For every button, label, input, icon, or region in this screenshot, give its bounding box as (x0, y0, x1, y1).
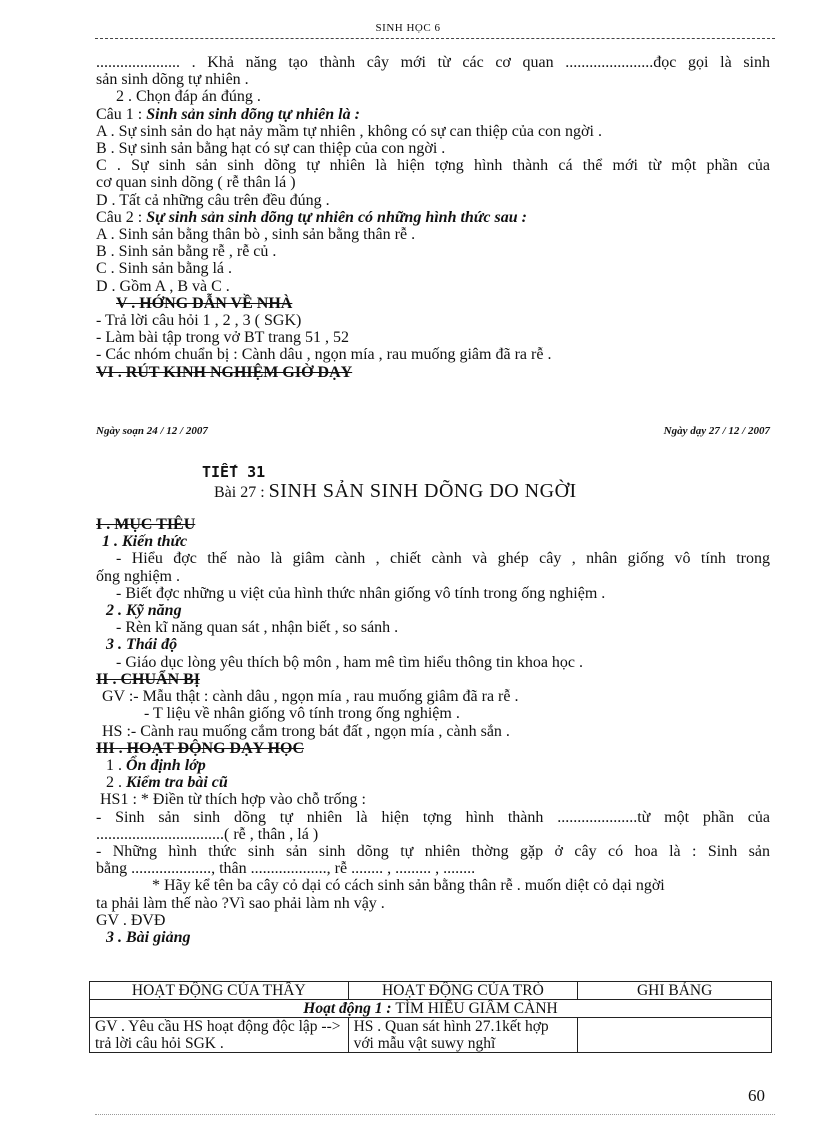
question-label: Câu 1 : (96, 105, 147, 123)
text-line: HS :- Cành rau muống cắm trong bát đất , ngọn mía , cành sắn . (102, 722, 510, 740)
text-line: ................................( rễ , thân , lá ) (96, 825, 319, 843)
text-line: cơ quan sinh dõng ( rễ thân lá ) (96, 174, 296, 192)
answer-option: B . Sự sinh sản bằng hạt có sự can thiệp của con ngời . (96, 140, 446, 158)
header-rule (95, 38, 775, 39)
text-line: - Rèn kĩ năng quan sát , nhận biết , so sánh . (116, 619, 399, 637)
date-prepared: Ngày soạn 24 / 12 / 2007 (96, 424, 208, 437)
lesson-title-text: SINH SẢN SINH DÕNG DO NGỜI (268, 480, 577, 503)
text-line: - Sinh sản sinh dõng tự nhiên là hiện tợng hình thành ....................từ một phần của (96, 808, 770, 826)
step-title: Ổn định lớp (126, 756, 206, 774)
page-number: 60 (748, 1086, 765, 1105)
activity-table (89, 981, 772, 1053)
board-cell (578, 1018, 772, 1053)
table-row (90, 1018, 772, 1053)
table-header-row (90, 982, 772, 1000)
activity-heading (90, 1000, 772, 1018)
running-header: SINH HỌC 6 (375, 22, 441, 34)
subheading: 2 . Kỹ năng (106, 602, 182, 620)
section-heading: I . MỤC TIÊU (96, 516, 196, 534)
answer-option: B . Sinh sản bằng rễ , rễ củ . (96, 243, 277, 261)
text-line: bằng ...................., thân ..................., rễ ........ , ......... , ........ (96, 860, 476, 878)
text-line: 2 . Chọn đáp án đúng . (116, 88, 261, 106)
text-line: GV . ĐVĐ (96, 911, 166, 929)
subheading (96, 757, 770, 774)
answer-option: A . Sự sinh sản do hạt nảy mầm tự nhiên , không có sự can thiệp của con ngời . (96, 122, 602, 140)
text-line: - Hiểu đợc thế nào là giâm cành , chiết cành và ghép cây , nhân giống vô tính trong (116, 550, 770, 568)
document-body (96, 54, 770, 946)
lesson-number: TIẾT 31 (202, 463, 266, 482)
lesson-dates (96, 423, 770, 440)
text-line: ta phải làm thế nào ?Vì sao phải làm nh vậy . (96, 894, 385, 912)
answer-option: C . Sinh sản bằng lá . (96, 260, 232, 278)
question-label: Câu 2 : (96, 208, 147, 226)
step-number: 1 . (106, 756, 126, 774)
student-cell: HS . Quan sát hình 27.1kết hợp với mẫu vật suwy nghĩ (348, 1018, 578, 1053)
step-title: Kiểm tra bài cũ (126, 774, 228, 792)
subheading: 3 . Bài giảng (106, 928, 191, 946)
teacher-cell: GV . Yêu cầu HS hoạt động độc lập --> trả lời câu hỏi SGK . (90, 1018, 349, 1053)
column-header: HOẠT ĐỘNG CỦA TRÒ (348, 982, 578, 1000)
text-line: sản sinh dõng tự nhiên . (96, 71, 249, 89)
text-line: - Biết đợc những u việt của hình thức nhân giống vô tính trong ống nghiệm . (116, 584, 606, 602)
lesson-title (96, 480, 770, 504)
text-line: - T liệu về nhân giống vô tính trong ống nghiệm . (144, 705, 460, 723)
activity-label: Hoạt động 1 : (303, 1000, 396, 1017)
text-line: GV :- Mẫu thật : cành dâu , ngọn mía , rau muống giâm đã ra rễ . (102, 688, 519, 706)
subheading: 1 . Kiến thức (102, 533, 188, 551)
section-heading: III . HOẠT ĐỘNG DẠY HỌC (96, 739, 305, 757)
answer-option: C . Sự sinh sản sinh dõng tự nhiên là hiện tợng hình thành cá thể mới từ một phần của (96, 157, 770, 175)
answer-option: D . Tất cả những câu trên đều đúng . (96, 191, 330, 209)
text-line: - Làm bài tập trong vở BT trang 51 , 52 (96, 329, 350, 347)
lesson-label: Bài 27 : (214, 484, 269, 502)
answer-option: A . Sinh sản bằng thân bò , sinh sản bằng thân rễ . (96, 226, 416, 244)
step-number: 2 . (106, 774, 126, 792)
footer-rule (95, 1114, 775, 1115)
activity-title: TÌM HIỂU GIÂM CÀNH (395, 1000, 558, 1017)
question-1 (96, 106, 770, 123)
text-line: * Hãy kể tên ba cây cỏ dại có cách sinh sản bằng thân rễ . muốn diệt cỏ dại ngời (152, 877, 665, 895)
question-2 (96, 209, 770, 226)
text-line: ống nghiệm . (96, 567, 180, 585)
text-line: - Các nhóm chuẩn bị : Cành dâu , ngọn mía , rau muống giâm đã ra rễ . (96, 346, 552, 364)
subheading (96, 774, 770, 791)
activity-heading-row (90, 1000, 772, 1018)
date-taught: Ngày dạy 27 / 12 / 2007 (663, 424, 770, 437)
text-line: ..................... . Khả năng tạo thành cây mới từ các cơ quan ......................đọc gọi là sinh (96, 54, 770, 71)
text-line: - Trả lời câu hỏi 1 , 2 , 3 ( SGK) (96, 312, 302, 330)
section-heading: II . CHUẨN BỊ (96, 670, 201, 688)
column-header: HOẠT ĐỘNG CỦA THẦY (90, 982, 349, 1000)
question-text: Sinh sản sinh dõng tự nhiên là : (146, 105, 360, 123)
question-text: Sự sinh sản sinh dõng tự nhiên có những hình thức sau : (146, 208, 527, 226)
text-line: - Giáo dục lòng yêu thích bộ môn , ham mê tìm hiểu thông tin khoa học . (116, 653, 584, 671)
section-heading: V . HỚNG DẪN VỀ NHÀ (116, 294, 293, 312)
text-line: - Những hình thức sinh sản sinh dõng tự nhiên thờng gặp ở cây có hoa là : Sinh sản (96, 842, 770, 860)
subheading: 3 . Thái độ (106, 636, 178, 654)
answer-option: D . Gồm A , B và C . (96, 277, 230, 295)
text-line: HS1 : * Điền từ thích hợp vào chỗ trống : (100, 791, 366, 809)
column-header: GHI BẢNG (578, 982, 772, 1000)
section-heading: VI . RÚT KINH NGHIỆM GIỜ DẠY (96, 363, 353, 381)
